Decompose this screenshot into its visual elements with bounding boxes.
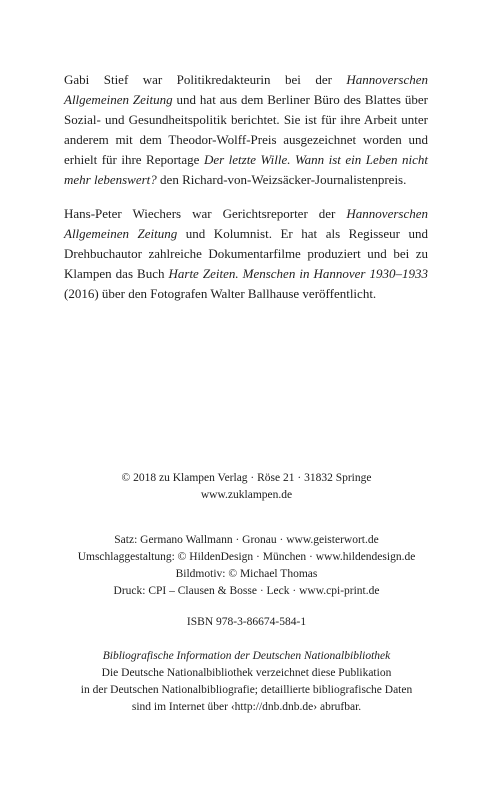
reportage-title: Der letzte Wille. Wann ist ein Leben nicht mehr lebenswert?	[64, 152, 429, 187]
book-title: Harte Zeiten. Menschen in Hannover 1930–1933	[168, 266, 428, 281]
cover-image-credit: Bildmotiv: © Michael Thomas	[175, 568, 318, 580]
author-bio-wiechers	[64, 204, 428, 304]
newspaper-title: Hannoverschen Allgemeinen Zeitung	[64, 72, 428, 107]
dnb-notice	[54, 648, 439, 716]
bio-text: Hans-Peter Wiechers war Gerichtsreporter der	[64, 206, 347, 221]
dnb-notice-line: in der Deutschen Nationalbibliografie; detaillierte bibliografische Daten	[80, 684, 413, 696]
isbn-block	[54, 614, 439, 631]
isbn-line: ISBN 978-3-86674-584-1	[186, 616, 307, 628]
dnb-notice-title: Bibliografische Information der Deutschen Nationalbibliothek	[102, 650, 391, 662]
publisher-info	[54, 470, 439, 504]
typesetting-credit: Satz: Germano Wallmann · Gronau · www.geisterwort.de	[114, 534, 379, 546]
bio-text: Gabi Stief war Politikredakteurin bei der	[64, 72, 347, 87]
production-credits	[54, 532, 439, 600]
cover-design-credit: Umschlaggestaltung: © HildenDesign · München · www.hildendesign.de	[77, 551, 416, 563]
bio-text: und hat aus dem Berliner Büro des Blattes über Sozial- und Gesundheitspolitik berichtet. Sie ist für ihre Arbeit unter anderem mit dem Theodor-Wolff-Preis ausgezeichnet worden und erhielt für ihre Reportage	[64, 92, 428, 167]
copyright-line: © 2018 zu Klampen Verlag · Röse 21 · 31832 Springe	[121, 472, 372, 484]
dnb-notice-line: Die Deutsche Nationalbibliothek verzeichnet diese Publikation	[101, 667, 392, 679]
bio-text: (2016) über den Fotografen Walter Ballhause veröffentlicht.	[64, 286, 377, 301]
bio-text: den Richard-von-Weizsäcker-Journalistenpreis.	[156, 172, 407, 187]
publisher-website: www.zuklampen.de	[200, 489, 293, 501]
printer-credit: Druck: CPI – Clausen & Bosse · Leck · www.cpi-print.de	[113, 585, 380, 597]
dnb-notice-line: sind im Internet über ‹http://dnb.dnb.de› abrufbar.	[131, 701, 362, 713]
newspaper-title: Hannoverschen Allgemeinen Zeitung	[64, 206, 428, 241]
author-bio-stief	[64, 70, 428, 190]
bio-text: und Kolumnist. Er hat als Regisseur und Drehbuchautor zahlreiche Dokumentarfilme produziert und bei zu Klampen das Buch	[64, 226, 428, 281]
